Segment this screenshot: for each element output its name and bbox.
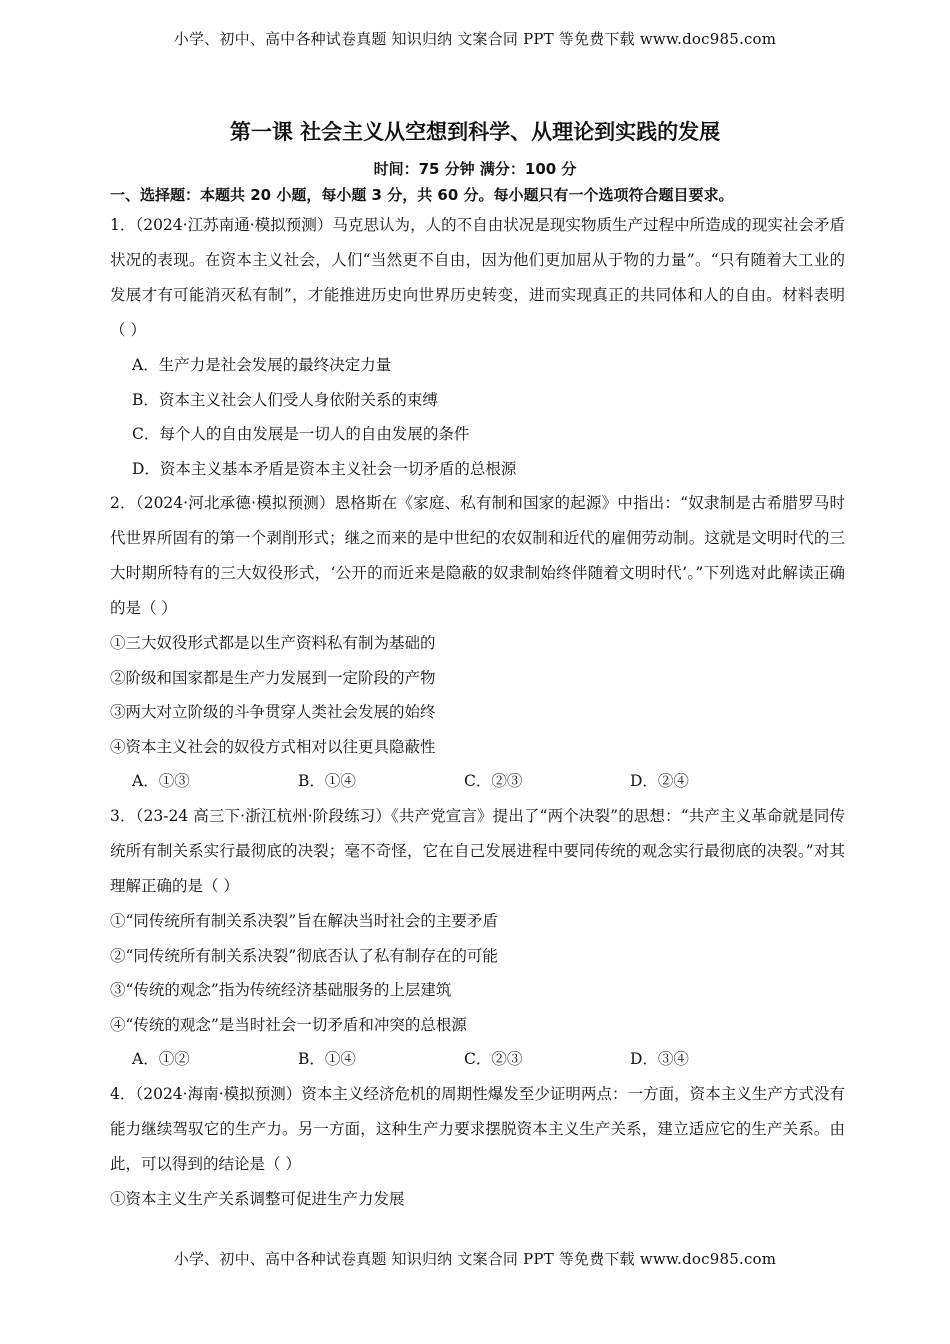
choice-b: B．①④ <box>298 1050 356 1068</box>
question-stem: 2．（2024·河北承德·模拟预测）恩格斯在《家庭、私有制和国家的起源》中指出：“奴隶制是古希腊罗马时代世界所固有的第一个剥削形式；继之而来的是中世纪的农奴制和近代的雇佣劳动制。这就是文明时代的三大时期所特有的三大奴役形式，‘公开的而近来是隐蔽的奴隶制始终伴随着文明时代’。”下列选对此解读正确的是（ ） <box>110 494 845 617</box>
statement-1: ①资本主义生产关系调整可促进生产力发展 <box>110 1190 405 1208</box>
choice-c: C．②③ <box>464 1050 523 1068</box>
question-stem: 4．（2024·海南·模拟预测）资本主义经济危机的周期性爆发至少证明两点：一方面，资本主义生产方式没有能力继续驾驭它的生产力。另一方面，这种生产力要求摆脱资本主义生产关系，建立适应它的生产关系。由此，可以得到的结论是（ ） <box>110 1085 845 1173</box>
page-header: 小学、初中、高中各种试卷真题 知识归纳 文案合同 PPT 等免费下载 www.doc985.com <box>173 30 777 48</box>
choice-a: A．①② <box>132 1050 190 1068</box>
statement-2: ②“同传统所有制关系决裂”彻底否认了私有制存在的可能 <box>110 946 498 965</box>
choice-d: D．③④ <box>630 1050 689 1068</box>
option-c: C．每个人的自由发展是一切人的自由发展的条件 <box>132 425 470 443</box>
question-1 <box>110 208 845 486</box>
choice-a: A．①③ <box>132 772 190 790</box>
page-title: 第一课 社会主义从空想到科学、从理论到实践的发展 <box>229 120 721 144</box>
question-stem: 3．（23-24 高三下·浙江杭州·阶段练习）《共产党宣言》提出了“两个决裂”的思想：“共产主义革命就是同传统所有制关系实行最彻底的决裂；毫不奇怪，它在自己发展进程中要同传统的观念实行最彻底的决裂。”对其理解正确的是（ ） <box>110 807 845 895</box>
option-a: A．生产力是社会发展的最终决定力量 <box>132 356 392 374</box>
question-3 <box>110 799 845 1077</box>
exam-content <box>110 184 845 1217</box>
question-stem: 1．（2024·江苏南通·模拟预测）马克思认为，人的不自由状况是现实物质生产过程中所造成的现实社会矛盾状况的表现。在资本主义社会，人们“当然更不自由，因为他们更加屈从于物的力量”。“只有随着大工业的发展才有可能消灭私有制”，才能推进历史向世界历史转变，进而实现真正的共同体和人的自由。材料表明（ ） <box>110 216 845 339</box>
statement-3: ③两大对立阶级的斗争贯穿人类社会发展的始终 <box>110 703 436 721</box>
question-4 <box>110 1077 845 1217</box>
answer-choices <box>110 1042 845 1077</box>
option-d: D．资本主义基本矛盾是资本主义社会一切矛盾的总根源 <box>132 459 517 478</box>
statement-1: ①“同传统所有制关系决裂”旨在解决当时社会的主要矛盾 <box>110 912 498 930</box>
statement-4: ④资本主义社会的奴役方式相对以往更具隐蔽性 <box>110 737 436 756</box>
statement-2: ②阶级和国家都是生产力发展到一定阶段的产物 <box>110 668 436 687</box>
question-2 <box>110 486 845 799</box>
statement-1: ①三大奴役形式都是以生产资料私有制为基础的 <box>110 634 436 652</box>
answer-choices <box>110 764 845 799</box>
section-heading: 一、选择题：本题共 20 小题，每小题 3 分，共 60 分。每小题只有一个选项符合题目要求。 <box>110 186 734 204</box>
statement-3: ③“传统的观念”指为传统经济基础服务的上层建筑 <box>110 981 452 999</box>
option-b: B．资本主义社会人们受人身依附关系的束缚 <box>132 390 438 409</box>
exam-info: 时间：75 分钟 满分：100 分 <box>373 160 577 178</box>
choice-d: D．②④ <box>630 772 689 790</box>
choice-b: B．①④ <box>298 772 356 790</box>
statement-4: ④“传统的观念”是当时社会一切矛盾和冲突的总根源 <box>110 1015 467 1034</box>
page-footer: 小学、初中、高中各种试卷真题 知识归纳 文案合同 PPT 等免费下载 www.doc985.com <box>173 1250 777 1268</box>
choice-c: C．②③ <box>464 772 523 790</box>
